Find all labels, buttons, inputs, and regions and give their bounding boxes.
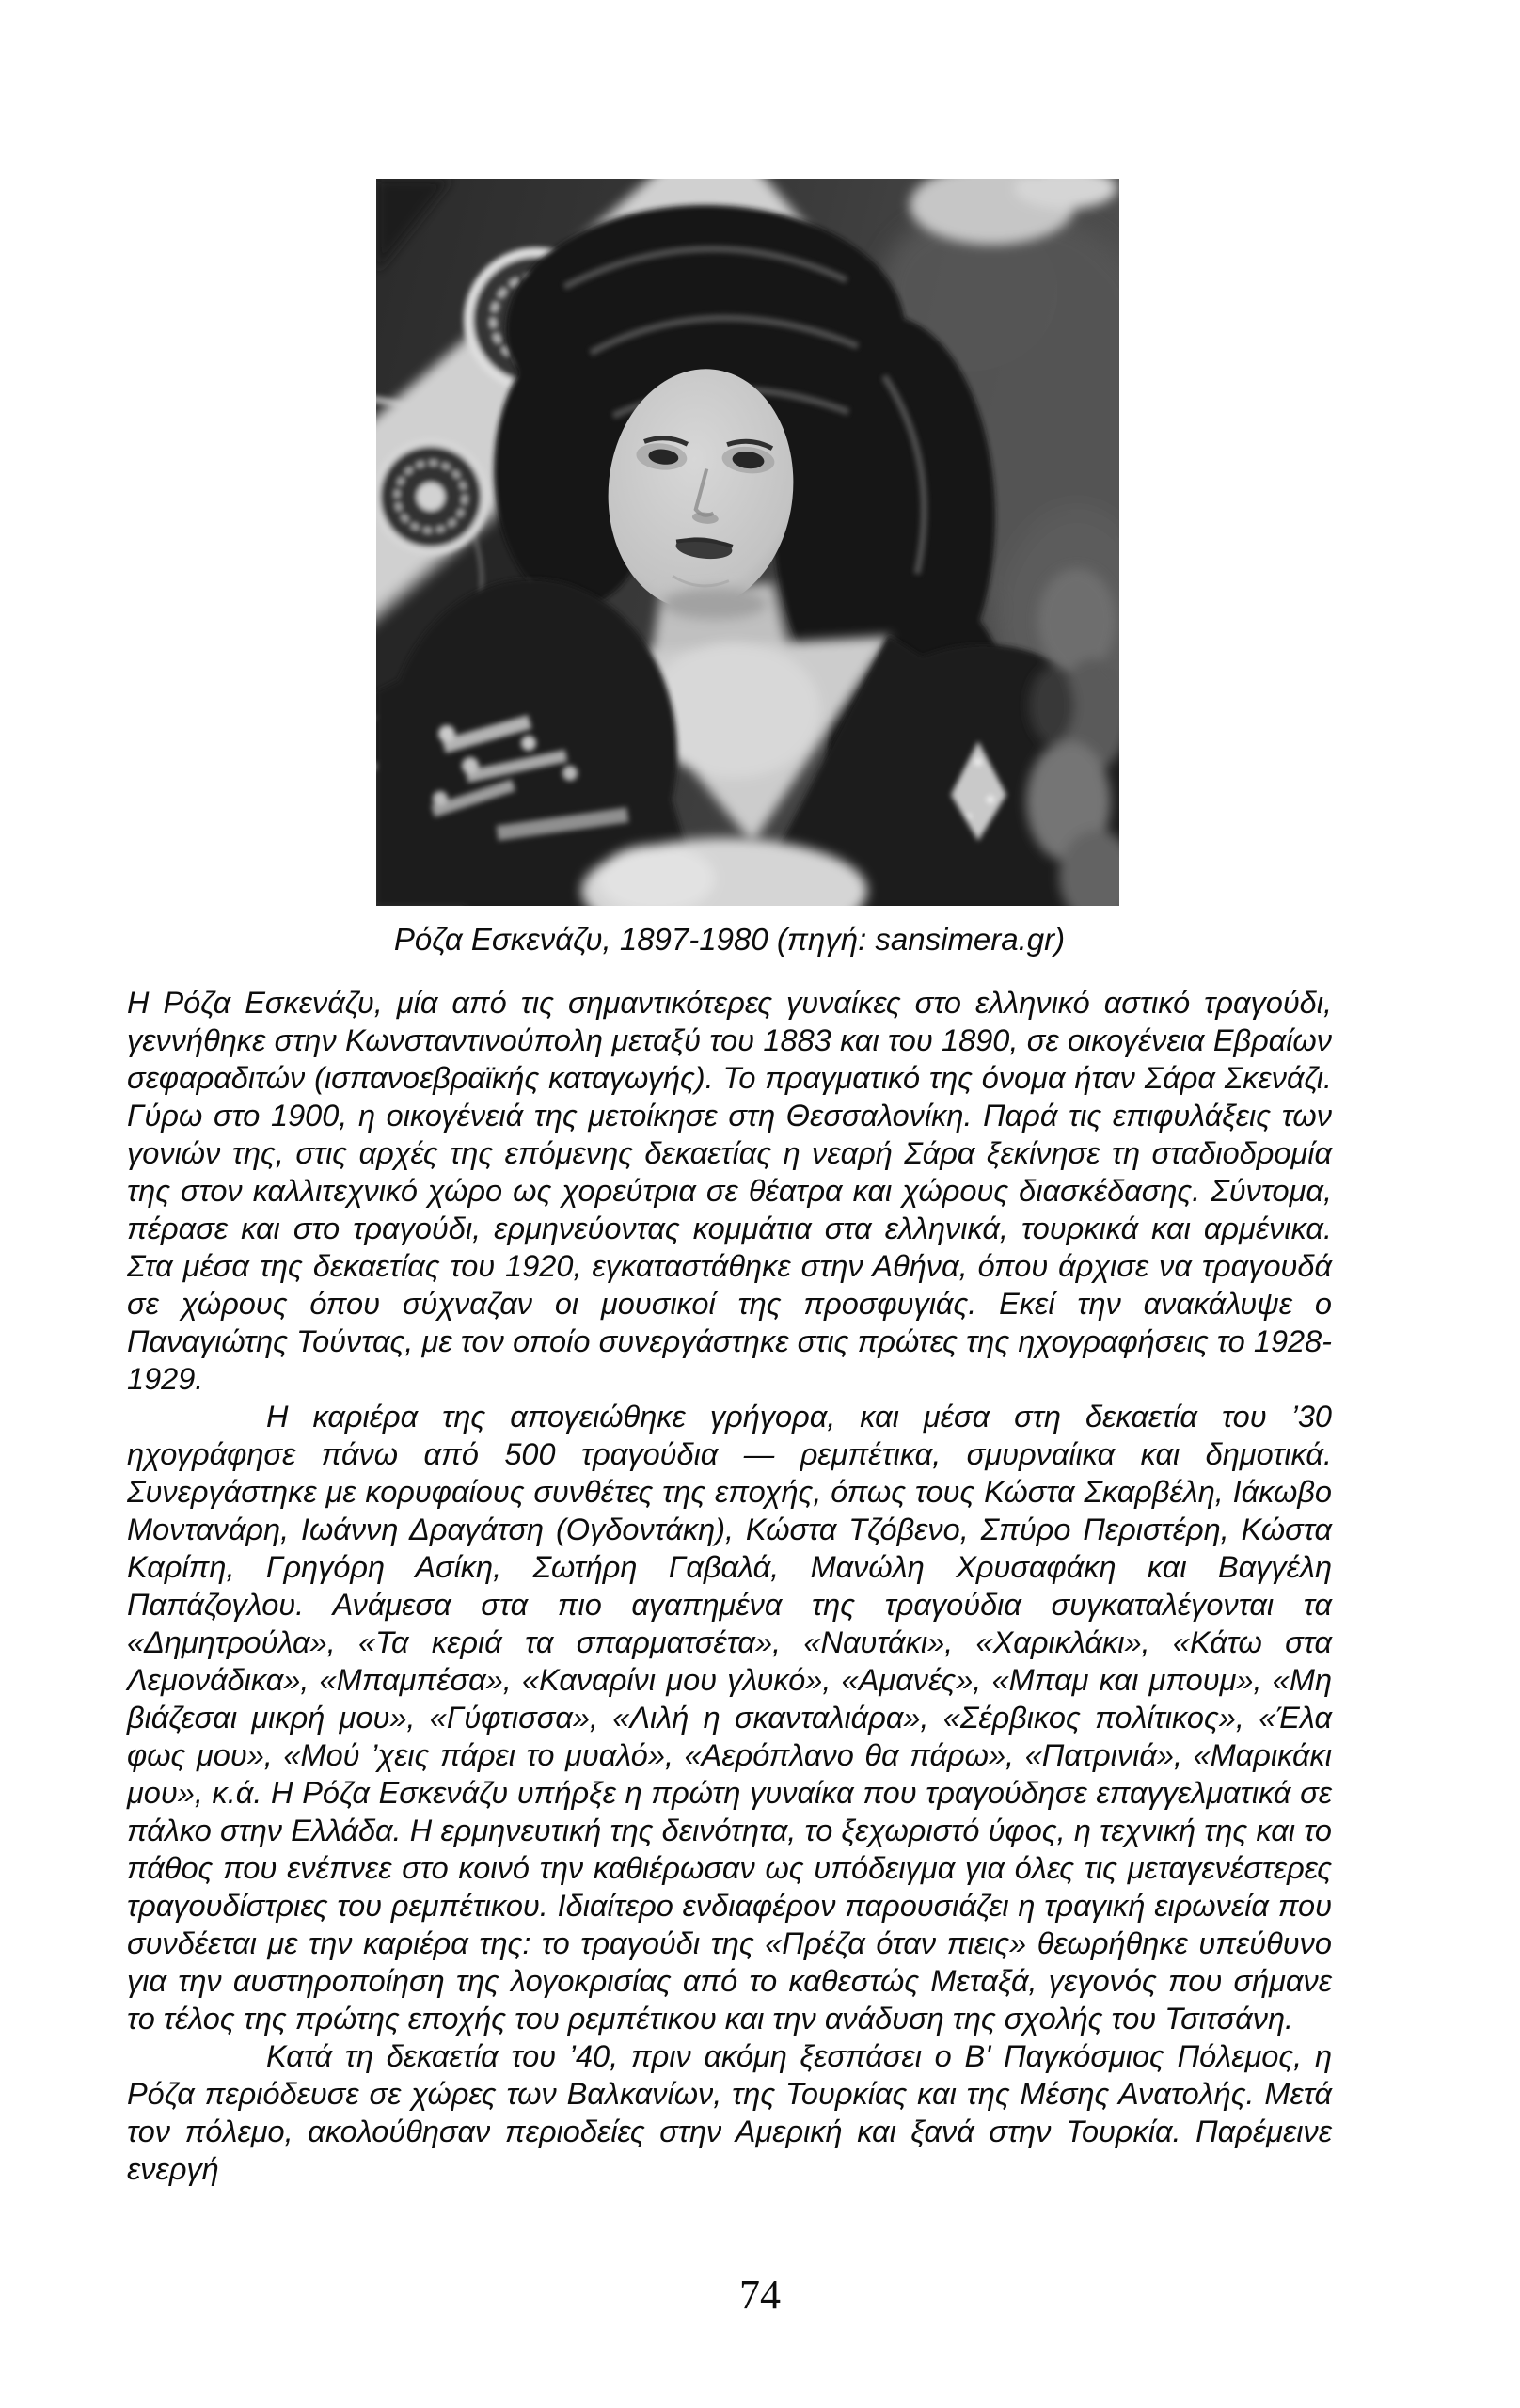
page-number: 74 — [739, 2272, 781, 2318]
paragraph-3: Κατά τη δεκαετία του ’40, πριν ακόμη ξεσπάσει ο Β' Παγκόσμιος Πόλεμος, η Ρόζα περιόδευσε σε χώρες των Βαλκανίων, της Τουρκίας και της Μέσης Ανατολής. Μετά τον πόλεμο, ακολούθησαν περιοδείες στην Αμερική και ξανά στην Τουρκία. Παρέμεινε ενεργή — [127, 2039, 1332, 2186]
paragraph-2: Η καριέρα της απογειώθηκε γρήγορα, και μέσα στη δεκαετία του ’30 ηχογράφησε πάνω από 500 τραγούδια — ρεμπέτικα, σμυρναίικα και δημοτικά. Συνεργάστηκε με κορυφαίους συνθέτες της εποχής, όπως τους Κώστα Σκαρβέλη, Ιάκωβο Μοντανάρη, Ιωάννη Δραγάτση (Ογδοντάκη), Κώστα Τζόβενο, Σπύρο Περιστέρη, Κώστα Καρίπη, Γρηγόρη Ασίκη, Σωτήρη Γαβαλά, Μανώλη Χρυσαφάκη και Βαγγέλη Παπάζογλου. Ανάμεσα στα πιο αγαπημένα της τραγούδια συγκαταλέγονται τα «Δημητρούλα», «Τα κεριά τα σπαρματσέτα», «Ναυτάκι», «Χαρικλάκι», «Κάτω στα Λεμονάδικα», «Μπαμπέσα», «Καναρίνι μου γλυκό», «Αμανές», «Μπαμ και μπουμ», «Μη βιάζεσαι μικρή μου», «Γύφτισσα», «Λιλή η σκανταλιάρα», «Σέρβικος πολίτικος», «Έλα φως μου», «Μού ’χεις πάρει το μυαλό», «Αερόπλανο θα πάρω», «Πατρινιά», «Μαρικάκι μου», κ.ά. Η Ρόζα Εσκενάζυ υπήρξε η πρώτη γυναίκα που τραγούδησε επαγγελματικά σε πάλκο στην Ελλάδα. Η ερμηνευτική της δεινότητα, το ξεχωριστό ύφος, η τεχνική της και το πάθος που ενέπνεε στο κοινό την καθιέρωσαν ως υπόδειγμα για όλες τις μεταγενέστερες τραγουδίστριες του ρεμπέτικου. Ιδιαίτερο ενδιαφέρον παρουσιάζει η τραγική ειρωνεία που συνδέεται με την καριέρα της: το τραγούδι της «Πρέζα όταν πιεις» θεωρήθηκε υπεύθυνο για την αυστηροποίηση της λογοκρισίας από το καθεστώς Μεταξά, γεγονός που σήμανε το τέλος της πρώτης εποχής του ρεμπέτικου και την ανάδυση της σχολής του Τσιτσάνη. — [127, 1400, 1332, 2036]
paragraph-1: Η Ρόζα Εσκενάζυ, μία από τις σημαντικότερες γυναίκες στο ελληνικό αστικό τραγούδι, γεννήθηκε στην Κωνσταντινούπολη μεταξύ του 1883 και του 1890, σε οικογένεια Εβραίων σεφαραδιτών (ισπανοεβραϊκής καταγωγής). Το πραγματικό της όνομα ήταν Σάρα Σκενάζι. Γύρω στο 1900, η οικογένειά της μετοίκησε στη Θεσσαλονίκη. Παρά τις επιφυλάξεις των γονιών της, στις αρχές της επόμενης δεκαετίας η νεαρή Σάρα ξεκίνησε τη σταδιοδρομία της στον καλλιτεχνικό χώρο ως χορεύτρια σε θέατρα και χώρους διασκέδασης. Σύντομα, πέρασε και στο τραγούδι, ερμηνεύοντας κομμάτια στα ελληνικά, τουρκικά και αρμένικα. Στα μέσα της δεκαετίας του 1920, εγκαταστάθηκε στην Αθήνα, όπου άρχισε να τραγουδά σε χώρους όπου σύχναζαν οι μουσικοί της προσφυγιάς. Εκεί την ανακάλυψε ο Παναγιώτης Τούντας, με τον οποίο συνεργάστηκε στις πρώτες της ηχογραφήσεις το 1928-1929. — [127, 986, 1332, 1396]
portrait-photo — [376, 179, 1119, 906]
article-body — [127, 984, 1332, 2188]
photo-caption: Ρόζα Εσκενάζυ, 1897-1980 (πηγή: sansimera.gr) — [393, 922, 1066, 957]
portrait-photo-art — [376, 179, 1119, 906]
